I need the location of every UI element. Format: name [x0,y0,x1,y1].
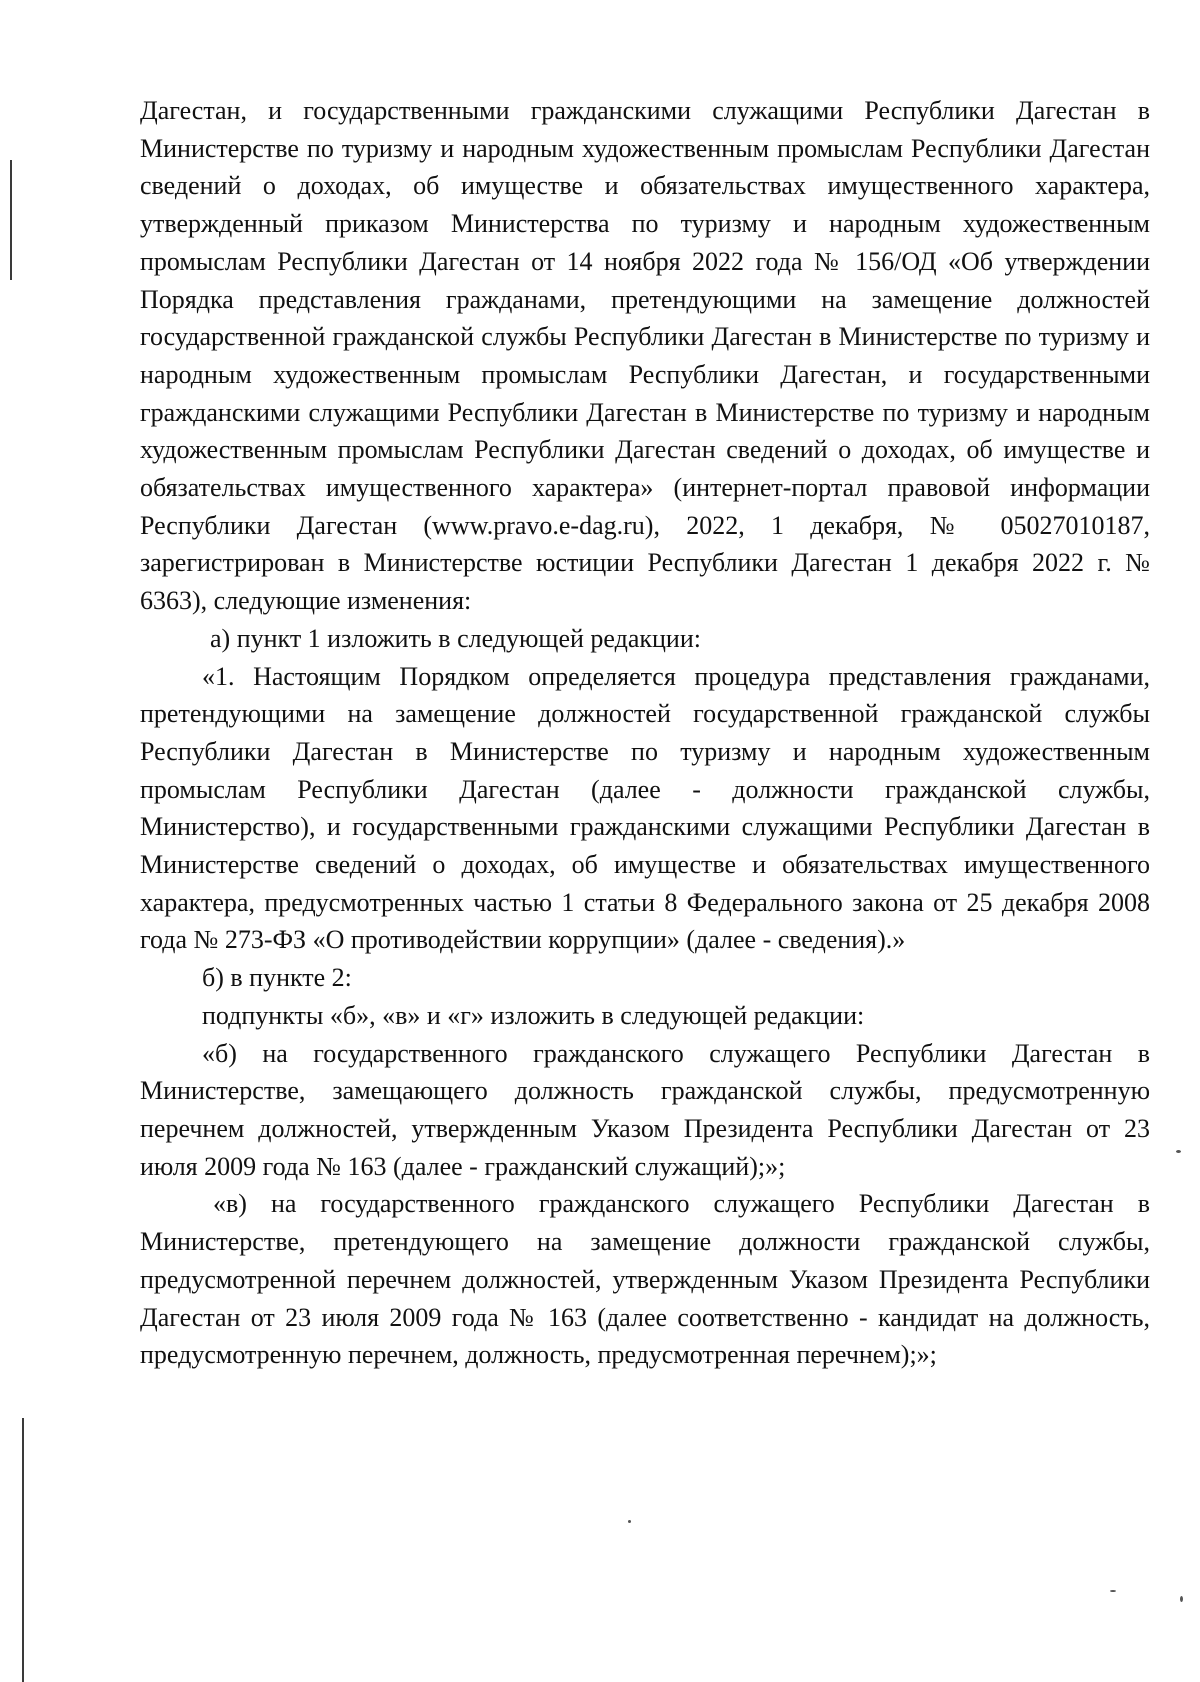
scan-margin-line-top [10,160,12,280]
scan-speck [1180,1596,1183,1602]
paragraph-item-a: а) пункт 1 изложить в следующей редакции: [210,623,701,653]
paragraph-item-b: б) в пункте 2: [202,963,352,993]
scan-margin-line-bottom [22,1418,24,1682]
paragraph-amendment-intro: Дагестан, и государственными гражданскими служащими Республики Дагестан в Министерстве по туризму и народным художественным промыслам Республики Дагестан сведений о доходах, об имуществе и обязательствах имущественного характера, утвержденный приказом Министерства по туризму и народным художественным промыслам Республики Дагестан от 14 ноября 2022 года № 156/ОД «Об утверждении Порядка представления гражданами, претендующими на замещение должностей государственной гражданской службы Республики Дагестан в Министерстве по туризму и народным художественным промыслам Республики Дагестан, и государственными гражданскими служащими Республики Дагестан в Министерстве по туризму и народным художественным промыслам Республики Дагестан сведений о доходах, об имуществе и обязательствах имущественного характера» (интернет-портал правовой информации Республики Дагестан (www.pravo.e-dag.ru), 2022, 1 декабря, № 05027010187, зарегистрирован в Министерстве юстиции Республики Дагестан 1 декабря 2022 г. № 6363), следующие изменения: [140,96,1150,616]
paragraph-clause-1: «1. Настоящим Порядком определяется процедура представления гражданами, претендующими на замещение должностей государственной гражданской службы Республики Дагестан в Министерстве по туризму и народным художественным промыслам Республики Дагестан (далее - должности гражданской службы, Министерство), и государственными гражданскими служащими Республики Дагестан в Министерстве сведений о доходах, об имуществе и обязательствах имущественного характера, предусмотренных частью 1 статьи 8 Федерального закона от 25 декабря 2008 года № 273-ФЗ «О противодействии коррупции» (далее - сведения).» [140,661,1150,955]
scan-speck [1176,1150,1181,1153]
paragraph-subitem-b: «б) на государственного гражданского служащего Республики Дагестан в Министерстве, замещающего должность гражданской службы, предусмотренную перечнем должностей, утвержденным Указом Президента Республики Дагестан от 23 июля 2009 года № 163 (далее - гражданский служащий);»; [140,1038,1150,1181]
document-body [140,92,1150,1374]
scan-speck [1110,1590,1116,1592]
scan-speck [628,1520,631,1523]
paragraph-subitems-note: подпункты «б», «в» и «г» изложить в следующей редакции: [202,1000,865,1030]
paragraph-subitem-v: «в) на государственного гражданского служащего Республики Дагестан в Министерстве, претендующего на замещение должности гражданской службы, предусмотренной перечнем должностей, утвержденным Указом Президента Республики Дагестан от 23 июля 2009 года № 163 (далее соответственно - кандидат на должность, предусмотренную перечнем, должность, предусмотренная перечнем);»; [140,1189,1150,1370]
